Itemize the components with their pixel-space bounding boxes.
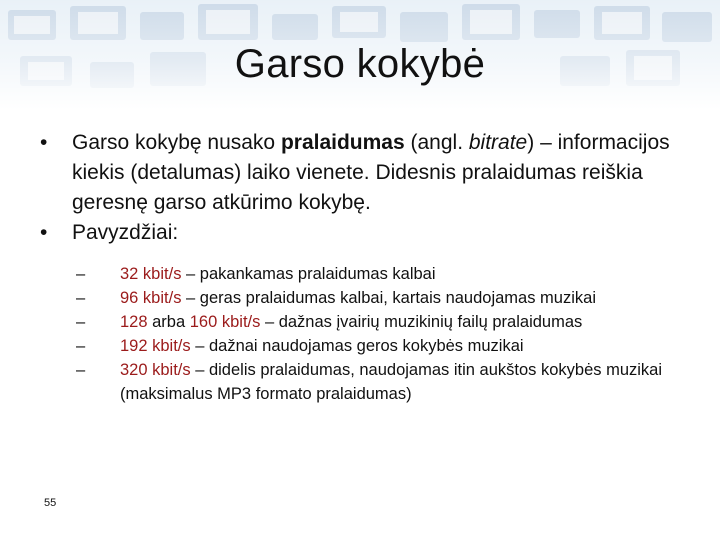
bullet-text-bold: pralaidumas bbox=[280, 131, 405, 154]
example-rate: 320 kbit/s bbox=[120, 361, 191, 379]
bullet-examples-heading bbox=[40, 218, 700, 248]
example-item bbox=[58, 310, 700, 334]
bullet-text-part: ) – informacijos kiekis (detalumas) laiko vienete. Didesnis pralaidumas reiškia geresnę garso atkūrimo kokybę. bbox=[72, 131, 670, 214]
example-item bbox=[58, 334, 700, 358]
examples-list bbox=[40, 262, 700, 406]
bullet-definition bbox=[40, 128, 700, 218]
example-rate: 96 kbit/s bbox=[120, 289, 182, 307]
dash-bullet-icon: – bbox=[76, 361, 86, 379]
dash-bullet-icon: – bbox=[76, 289, 86, 307]
dash-bullet-icon: – bbox=[76, 337, 86, 355]
bullet-text-part: (angl. bbox=[404, 131, 469, 154]
example-rate: 128 bbox=[120, 313, 148, 331]
page-number: 55 bbox=[44, 497, 57, 509]
bullet-text-part: Garso kokybę nusako bbox=[72, 131, 281, 154]
example-connector: arba bbox=[147, 313, 190, 331]
example-desc: – dažnas įvairių muzikinių failų pralaidumas bbox=[260, 313, 583, 331]
bullet-text: Pavyzdžiai: bbox=[72, 221, 179, 244]
bullet-dot-icon: • bbox=[40, 221, 48, 244]
example-desc: – geras pralaidumas kalbai, kartais naudojamas muzikai bbox=[181, 289, 596, 307]
slide-title: Garso kokybė bbox=[234, 42, 486, 86]
example-item bbox=[58, 358, 700, 406]
example-item bbox=[58, 262, 700, 286]
example-rate: 192 kbit/s bbox=[120, 337, 191, 355]
example-desc: – pakankamas pralaidumas kalbai bbox=[181, 265, 436, 283]
slide-content bbox=[40, 128, 700, 406]
dash-bullet-icon: – bbox=[76, 313, 86, 331]
example-desc: – dažnai naudojamas geros kokybės muzikai bbox=[190, 337, 524, 355]
bullet-text-italic: bitrate bbox=[468, 131, 528, 154]
example-rate: 160 kbit/s bbox=[189, 313, 261, 331]
example-item bbox=[58, 286, 700, 310]
dash-bullet-icon: – bbox=[76, 265, 86, 283]
example-desc: – didelis pralaidumas, naudojamas itin aukštos kokybės muzikai (maksimalus MP3 formato pralaidumas) bbox=[120, 361, 663, 403]
example-rate: 32 kbit/s bbox=[120, 265, 182, 283]
bullet-dot-icon: • bbox=[40, 131, 48, 154]
